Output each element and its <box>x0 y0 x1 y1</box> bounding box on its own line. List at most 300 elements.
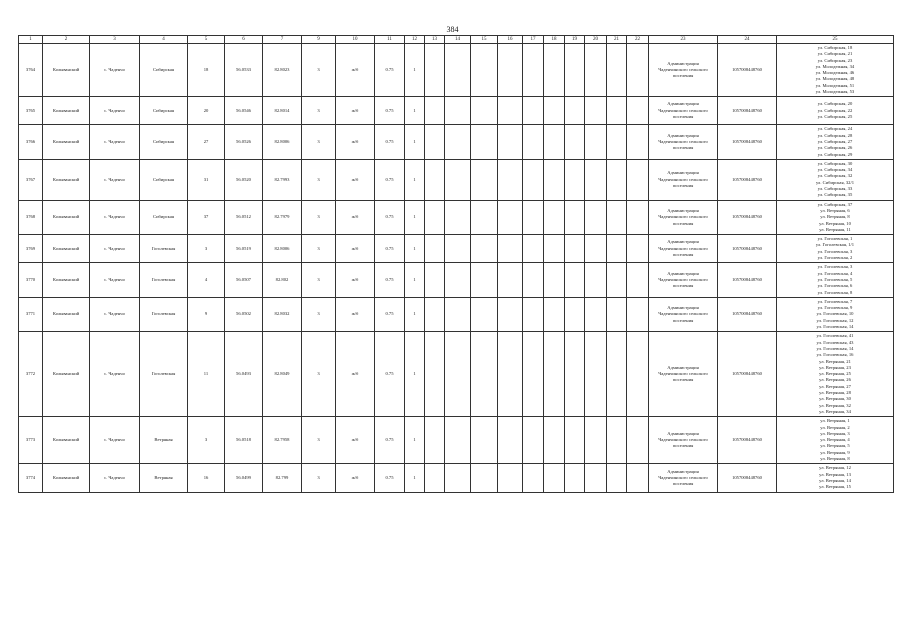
owner-line: поселения <box>672 182 694 188</box>
col9-cell: 3 <box>302 417 336 464</box>
owner-line: поселения <box>672 317 694 323</box>
col12-cell: 1 <box>405 235 425 263</box>
column-number-header: 19 <box>565 36 585 44</box>
ogrn-cell: 1057008448760 <box>718 417 777 464</box>
address-line: ул. Гоголевская, 9 <box>817 305 853 311</box>
column-number-header: 22 <box>627 36 649 44</box>
address-line: ул. Гоголевская, 4 <box>817 270 853 276</box>
street-cell: Гоголевская <box>140 297 188 332</box>
owner-cell <box>649 235 718 263</box>
addresses-cell <box>777 125 894 160</box>
col11-cell: 0.75 <box>375 297 405 332</box>
empty-cell <box>565 417 585 464</box>
empty-cell <box>523 44 544 97</box>
owner-line: поселения <box>672 377 694 383</box>
empty-cell <box>607 97 627 125</box>
table-row <box>19 297 894 332</box>
address-line: ул. Сибирская, 30 <box>817 160 853 166</box>
table-row <box>19 332 894 417</box>
address-line: ул. Молодежная, 46 <box>815 70 855 76</box>
house-cell: 20 <box>188 97 225 125</box>
empty-cell <box>445 125 471 160</box>
addresses-cell <box>777 464 894 492</box>
column-number-header: 9 <box>302 36 336 44</box>
owner-line: Администрация <box>667 207 699 213</box>
addresses-cell <box>777 297 894 332</box>
house-cell: 16 <box>188 464 225 492</box>
owner-line: Чаденчинского сельского <box>658 437 708 443</box>
column-number-header: 18 <box>544 36 565 44</box>
address-line: ул. Ветряная, 11 <box>819 226 851 232</box>
col10-cell: ж/б <box>336 44 375 97</box>
house-cell: 3 <box>188 417 225 464</box>
address-line: ул. Ветряная, 27 <box>819 383 851 389</box>
empty-cell <box>425 332 445 417</box>
row-number-cell: 3765 <box>19 97 43 125</box>
latitude-cell: 56.0507 <box>225 263 263 298</box>
address-line: ул. Гоголевская, 5 <box>817 276 853 282</box>
empty-cell <box>425 235 445 263</box>
owner-cell <box>649 464 718 492</box>
address-line: ул. Сибирская, 25 <box>817 114 853 120</box>
district-cell: Колыванский <box>43 464 90 492</box>
empty-cell <box>544 464 565 492</box>
address-line: ул. Гоголевская, 43 <box>816 339 854 345</box>
district-cell: Колыванский <box>43 200 90 235</box>
owner-line: Чаденчинского сельского <box>658 107 708 113</box>
empty-cell <box>471 200 498 235</box>
empty-cell <box>498 125 523 160</box>
street-cell: Ветряная <box>140 464 188 492</box>
empty-cell <box>523 125 544 160</box>
page-number: 384 <box>446 25 459 34</box>
address-line: ул. Ветряная, 8 <box>820 456 850 462</box>
col10-cell: ж/б <box>336 125 375 160</box>
empty-cell <box>565 332 585 417</box>
owner-line: Чаденчинского сельского <box>658 474 708 480</box>
address-line: ул. Ветряная, 13 <box>819 471 851 477</box>
empty-cell <box>471 97 498 125</box>
column-number-header: 17 <box>523 36 544 44</box>
ogrn-cell: 1057008448760 <box>718 332 777 417</box>
owner-line: Чаденчинского сельского <box>658 371 708 377</box>
address-line: ул. Гоголевская, 1/1 <box>815 242 855 248</box>
district-cell: Колыванский <box>43 44 90 97</box>
address-line: ул. Сибирская, 21 <box>817 51 853 57</box>
column-number-header: 2 <box>43 36 90 44</box>
owner-line: Администрация <box>667 305 699 311</box>
latitude-cell: 56.0520 <box>225 159 263 200</box>
settlement-cell: с. Чаденчо <box>90 332 140 417</box>
empty-cell <box>627 235 649 263</box>
empty-cell <box>523 332 544 417</box>
col12-cell: 1 <box>405 200 425 235</box>
register-table <box>18 35 894 493</box>
ogrn-cell: 1057008448760 <box>718 200 777 235</box>
empty-cell <box>585 332 607 417</box>
address-line: ул. Ветряная, 32 <box>819 402 851 408</box>
column-number-header: 21 <box>607 36 627 44</box>
latitude-cell: 56.0502 <box>225 297 263 332</box>
address-line: ул. Гоголевская, 7 <box>817 298 853 304</box>
latitude-cell: 56.0512 <box>225 200 263 235</box>
address-line: ул. Гоголевская, 10 <box>816 311 854 317</box>
street-cell: Сибирская <box>140 44 188 97</box>
ogrn-cell: 1057008448760 <box>718 125 777 160</box>
address-line: ул. Ветряная, 25 <box>819 371 851 377</box>
street-cell: Ветряная <box>140 417 188 464</box>
owner-line: Администрация <box>667 270 699 276</box>
col10-cell: ж/б <box>336 332 375 417</box>
owner-line: Администрация <box>667 60 699 66</box>
address-line: ул. Сибирская, 32/1 <box>815 179 855 185</box>
street-cell: Сибирская <box>140 97 188 125</box>
settlement-cell: с. Чаденчо <box>90 235 140 263</box>
address-line: ул. Ветряная, 4 <box>820 437 850 443</box>
longitude-cell: 82.8006 <box>263 235 302 263</box>
address-line: ул. Ветряная, 14 <box>819 477 851 483</box>
address-line: ул. Сибирская, 29 <box>817 151 853 157</box>
owner-line: Администрация <box>667 101 699 107</box>
empty-cell <box>544 263 565 298</box>
settlement-cell: с. Чаденчо <box>90 200 140 235</box>
address-line: ул. Сибирская, 33 <box>817 186 853 192</box>
address-line: ул. Молодежная, 53 <box>815 89 855 95</box>
empty-cell <box>425 263 445 298</box>
street-cell: Гоголевская <box>140 332 188 417</box>
empty-cell <box>585 235 607 263</box>
empty-cell <box>544 97 565 125</box>
owner-line: Чаденчинского сельского <box>658 176 708 182</box>
empty-cell <box>627 200 649 235</box>
longitude-cell: 82.8014 <box>263 97 302 125</box>
longitude-cell: 82.8032 <box>263 297 302 332</box>
column-number-header: 6 <box>225 36 263 44</box>
empty-cell <box>585 44 607 97</box>
empty-cell <box>445 44 471 97</box>
owner-line: Администрация <box>667 364 699 370</box>
street-cell: Сибирская <box>140 125 188 160</box>
row-number-cell: 3771 <box>19 297 43 332</box>
empty-cell <box>627 44 649 97</box>
empty-cell <box>627 332 649 417</box>
col12-cell: 1 <box>405 464 425 492</box>
empty-cell <box>498 159 523 200</box>
empty-cell <box>498 200 523 235</box>
district-cell: Колыванский <box>43 263 90 298</box>
col11-cell: 0.75 <box>375 44 405 97</box>
column-number-header: 5 <box>188 36 225 44</box>
empty-cell <box>425 200 445 235</box>
empty-cell <box>523 159 544 200</box>
col9-cell: 3 <box>302 297 336 332</box>
empty-cell <box>445 297 471 332</box>
owner-line: Администрация <box>667 430 699 436</box>
col10-cell: ж/б <box>336 235 375 263</box>
empty-cell <box>585 263 607 298</box>
empty-cell <box>627 464 649 492</box>
empty-cell <box>565 44 585 97</box>
address-line: ул. Гоголевская, 1 <box>817 236 853 242</box>
address-line: ул. Молодежная, 34 <box>815 63 855 69</box>
owner-line: поселения <box>672 145 694 151</box>
col11-cell: 0.75 <box>375 235 405 263</box>
address-line: ул. Ветряная, 2 <box>820 424 850 430</box>
col9-cell: 3 <box>302 125 336 160</box>
empty-cell <box>544 417 565 464</box>
addresses-cell <box>777 200 894 235</box>
ogrn-cell: 1057008448760 <box>718 159 777 200</box>
longitude-cell: 82.7979 <box>263 200 302 235</box>
address-line: ул. Сибирская, 24 <box>817 126 853 132</box>
empty-cell <box>544 159 565 200</box>
address-line: ул. Сибирская, 37 <box>817 201 853 207</box>
col9-cell: 3 <box>302 97 336 125</box>
owner-line: поселения <box>672 114 694 120</box>
ogrn-cell: 1057008448760 <box>718 464 777 492</box>
empty-cell <box>445 332 471 417</box>
latitude-cell: 56.0546 <box>225 97 263 125</box>
empty-cell <box>585 297 607 332</box>
empty-cell <box>607 44 627 97</box>
address-line: ул. Ветряная, 12 <box>819 465 851 471</box>
owner-line: Чаденчинского сельского <box>658 245 708 251</box>
settlement-cell: с. Чаденчо <box>90 44 140 97</box>
address-line: ул. Ветряная, 3 <box>820 430 850 436</box>
ogrn-cell: 1057008448760 <box>718 297 777 332</box>
house-cell: 9 <box>188 297 225 332</box>
owner-cell <box>649 159 718 200</box>
district-cell: Колыванский <box>43 235 90 263</box>
ogrn-cell: 1057008448760 <box>718 263 777 298</box>
empty-cell <box>445 263 471 298</box>
address-line: ул. Гоголевская, 8 <box>817 289 853 295</box>
col9-cell: 3 <box>302 159 336 200</box>
column-number-header: 1 <box>19 36 43 44</box>
empty-cell <box>607 235 627 263</box>
empty-cell <box>471 464 498 492</box>
house-cell: 18 <box>188 44 225 97</box>
col9-cell: 3 <box>302 464 336 492</box>
owner-line: Чаденчинского сельского <box>658 138 708 144</box>
address-line: ул. Сибирская, 34 <box>817 167 853 173</box>
col11-cell: 0.75 <box>375 125 405 160</box>
address-line: ул. Молодежная, 51 <box>815 82 855 88</box>
addresses-cell <box>777 417 894 464</box>
address-line: ул. Ветряная, 6 <box>820 207 850 213</box>
addresses-cell <box>777 159 894 200</box>
empty-cell <box>498 235 523 263</box>
owner-line: Администрация <box>667 468 699 474</box>
empty-cell <box>523 235 544 263</box>
col11-cell: 0.75 <box>375 159 405 200</box>
col10-cell: ж/б <box>336 297 375 332</box>
longitude-cell: 82.799 <box>263 464 302 492</box>
col12-cell: 1 <box>405 332 425 417</box>
latitude-cell: 56.0526 <box>225 125 263 160</box>
empty-cell <box>585 417 607 464</box>
address-line: ул. Ветряная, 30 <box>819 396 851 402</box>
table-row <box>19 159 894 200</box>
column-number-header: 10 <box>336 36 375 44</box>
col12-cell: 1 <box>405 97 425 125</box>
house-cell: 4 <box>188 263 225 298</box>
col10-cell: ж/б <box>336 200 375 235</box>
owner-line: поселения <box>672 220 694 226</box>
empty-cell <box>607 332 627 417</box>
empty-cell <box>471 125 498 160</box>
street-cell: Гоголевская <box>140 235 188 263</box>
address-line: ул. Ветряная, 1 <box>820 418 850 424</box>
table-body <box>19 44 894 493</box>
col10-cell: ж/б <box>336 263 375 298</box>
owner-cell <box>649 417 718 464</box>
address-line: ул. Сибирская, 28 <box>817 132 853 138</box>
empty-cell <box>425 417 445 464</box>
empty-cell <box>498 44 523 97</box>
address-line: ул. Ветряная, 5 <box>820 443 850 449</box>
empty-cell <box>627 417 649 464</box>
addresses-cell <box>777 44 894 97</box>
empty-cell <box>585 200 607 235</box>
empty-cell <box>523 417 544 464</box>
column-number-header: 4 <box>140 36 188 44</box>
col11-cell: 0.75 <box>375 97 405 125</box>
col12-cell: 1 <box>405 297 425 332</box>
owner-cell <box>649 200 718 235</box>
col9-cell: 3 <box>302 44 336 97</box>
table-row <box>19 44 894 97</box>
addresses-cell <box>777 332 894 417</box>
empty-cell <box>627 263 649 298</box>
owner-line: Чаденчинского сельского <box>658 67 708 73</box>
empty-cell <box>544 297 565 332</box>
col9-cell: 3 <box>302 235 336 263</box>
latitude-cell: 56.0493 <box>225 332 263 417</box>
address-line: ул. Гоголевская, 6 <box>817 283 853 289</box>
owner-cell <box>649 263 718 298</box>
owner-line: Администрация <box>667 132 699 138</box>
col10-cell: ж/б <box>336 464 375 492</box>
empty-cell <box>498 464 523 492</box>
empty-cell <box>544 235 565 263</box>
col12-cell: 1 <box>405 159 425 200</box>
address-line: ул. Сибирская, 27 <box>817 138 853 144</box>
col9-cell: 3 <box>302 263 336 298</box>
address-line: ул. Гоголевская, 3 <box>817 248 853 254</box>
empty-cell <box>565 159 585 200</box>
owner-line: поселения <box>672 481 694 487</box>
empty-cell <box>627 125 649 160</box>
table-row <box>19 125 894 160</box>
empty-cell <box>523 97 544 125</box>
owner-line: Чаденчинского сельского <box>658 276 708 282</box>
empty-cell <box>471 263 498 298</box>
address-line: ул. Гоголевская, 16 <box>816 352 854 358</box>
empty-cell <box>523 464 544 492</box>
address-line: ул. Ветряная, 34 <box>819 408 851 414</box>
latitude-cell: 56.0519 <box>225 235 263 263</box>
empty-cell <box>607 125 627 160</box>
col10-cell: ж/б <box>336 97 375 125</box>
column-number-header: 11 <box>375 36 405 44</box>
address-line: ул. Гоголевская, 3 <box>817 264 853 270</box>
owner-line: Чаденчинского сельского <box>658 214 708 220</box>
col12-cell: 1 <box>405 417 425 464</box>
district-cell: Колыванский <box>43 159 90 200</box>
empty-cell <box>523 200 544 235</box>
empty-cell <box>544 200 565 235</box>
col11-cell: 0.75 <box>375 200 405 235</box>
empty-cell <box>565 263 585 298</box>
address-line: ул. Сибирская, 35 <box>817 192 853 198</box>
empty-cell <box>585 159 607 200</box>
empty-cell <box>471 235 498 263</box>
empty-cell <box>627 159 649 200</box>
settlement-cell: с. Чаденчо <box>90 464 140 492</box>
empty-cell <box>565 125 585 160</box>
table-row <box>19 235 894 263</box>
row-number-cell: 3766 <box>19 125 43 160</box>
empty-cell <box>498 332 523 417</box>
empty-cell <box>445 464 471 492</box>
settlement-cell: с. Чаденчо <box>90 297 140 332</box>
row-number-cell: 3772 <box>19 332 43 417</box>
empty-cell <box>445 235 471 263</box>
column-number-header: 14 <box>445 36 471 44</box>
owner-line: поселения <box>672 251 694 257</box>
empty-cell <box>445 159 471 200</box>
address-line: ул. Сибирская, 20 <box>817 101 853 107</box>
owner-cell <box>649 125 718 160</box>
owner-cell <box>649 297 718 332</box>
col12-cell: 1 <box>405 125 425 160</box>
address-line: ул. Ветряная, 15 <box>819 484 851 490</box>
owner-cell <box>649 332 718 417</box>
ogrn-cell: 1057008448760 <box>718 235 777 263</box>
street-cell: Сибирская <box>140 159 188 200</box>
col11-cell: 0.75 <box>375 464 405 492</box>
district-cell: Колыванский <box>43 297 90 332</box>
column-number-header: 25 <box>777 36 894 44</box>
col10-cell: ж/б <box>336 159 375 200</box>
address-line: ул. Гоголевская, 14 <box>816 345 854 351</box>
column-number-header: 13 <box>425 36 445 44</box>
address-line: ул. Ветряная, 8 <box>820 214 850 220</box>
address-line: ул. Ветряная, 10 <box>819 220 851 226</box>
col11-cell: 0.75 <box>375 332 405 417</box>
owner-line: поселения <box>672 283 694 289</box>
row-number-cell: 3774 <box>19 464 43 492</box>
column-number-header: 16 <box>498 36 523 44</box>
table-row <box>19 200 894 235</box>
longitude-cell: 82.8023 <box>263 44 302 97</box>
empty-cell <box>565 97 585 125</box>
empty-cell <box>565 200 585 235</box>
empty-cell <box>498 97 523 125</box>
owner-cell <box>649 97 718 125</box>
address-line: ул. Гоголевская, 12 <box>816 317 854 323</box>
district-cell: Колыванский <box>43 332 90 417</box>
col9-cell: 3 <box>302 332 336 417</box>
address-line: ул. Гоголевская, 41 <box>816 333 854 339</box>
house-cell: 3 <box>188 235 225 263</box>
address-line: ул. Ветряная, 23 <box>819 364 851 370</box>
empty-cell <box>425 97 445 125</box>
empty-cell <box>425 159 445 200</box>
address-line: ул. Сибирская, 18 <box>817 45 853 50</box>
column-number-header: 12 <box>405 36 425 44</box>
